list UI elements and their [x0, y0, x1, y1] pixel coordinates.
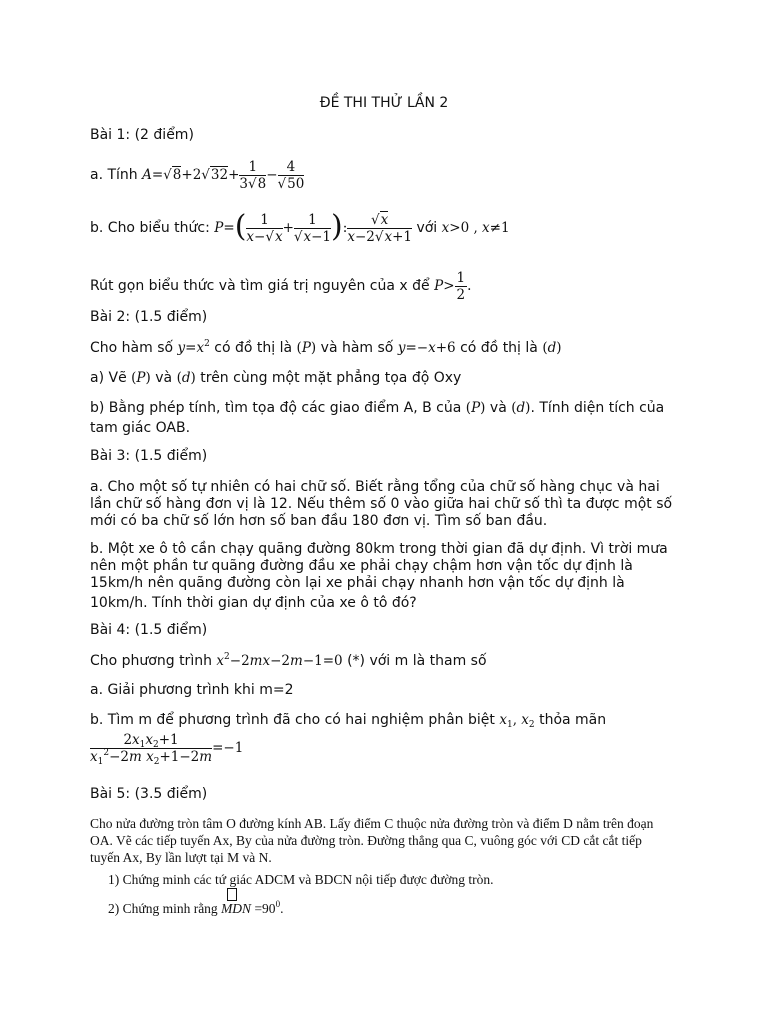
problem-3a-line: mới có ba chữ số lớn hơn số ban đầu 180 đơn vị. Tìm số ban đầu. — [90, 513, 548, 529]
formula-condition: x>0 , x≠1 — [441, 220, 510, 236]
formula-p-half: P> $\frac{1}{2}$ . — [434, 270, 472, 303]
formula-angle: MDN $=90^0$. — [221, 901, 283, 916]
problem-3-heading: Bài 3: (1.5 điểm) — [90, 448, 208, 464]
formula-a: A=√8+2√32+ $\frac{1}{3√8}$ − $\frac{4}{√50}$ — [142, 159, 305, 192]
problem-3b-line: 10km/h. Tính thời gian dự định của xe ô tô đó? — [90, 595, 417, 611]
problem-5-question-1: 1) Chứng minh các tứ giác ADCM và BDCN nội tiếp được đường tròn. — [108, 872, 494, 887]
problem-5-question-2 — [108, 900, 283, 917]
text-segment: và — [155, 370, 173, 386]
problem-4-intro — [90, 653, 487, 670]
symbol-d: (d) — [542, 340, 562, 356]
problem-1-heading: Bài 1: (2 điểm) — [90, 127, 194, 143]
formula-line: y=−x+6 — [397, 340, 456, 356]
symbol-p: (P) — [296, 340, 317, 356]
problem-2-heading: Bài 2: (1.5 điểm) — [90, 309, 208, 325]
formula-parabola: $y=x^2$ — [177, 339, 210, 356]
problem-1b-label: b. Cho biểu thức: — [90, 220, 210, 236]
problem-4b — [90, 712, 606, 729]
problem-5-text-line: Cho nửa đường tròn tâm O đường kính AB. Lấy điểm C thuộc nửa đường tròn và điểm D nằm trên đoạn — [90, 816, 654, 831]
text-segment: trên cùng một mặt phẳng tọa độ Oxy — [200, 370, 462, 386]
symbol-p: (P) — [465, 400, 486, 416]
problem-3a-line: a. Cho một số tự nhiên có hai chữ số. Biết rằng tổng của chữ số hàng chục và hai — [90, 479, 660, 495]
symbol-d: (d) — [176, 370, 196, 386]
text-segment: (*) với m là tham số — [347, 653, 487, 669]
formula-condition-4b: $\frac{2x_1x_2+1}{x_1^2-2m x_2+1-2m}$ =−1 — [90, 732, 244, 767]
text-segment: có đồ thị là — [460, 340, 538, 356]
problem-3a-line: lần chữ số hàng đơn vị là 12. Nếu thêm số 0 vào giữa hai chữ số thì ta được một số — [90, 496, 673, 512]
problem-5-heading: Bài 5: (3.5 điểm) — [90, 786, 208, 802]
problem-2b-line-2: tam giác OAB. — [90, 420, 191, 436]
symbol-d: (d) — [511, 400, 531, 416]
text-segment: b. Tìm m để phương trình đã cho có hai nghiệm phân biệt — [90, 712, 495, 728]
problem-5-text-line: tuyến Ax, By lần lượt tại M và N. — [90, 850, 272, 865]
formula-roots: $x_1$, $x_2$ — [499, 712, 535, 730]
problem-1c — [90, 270, 471, 303]
text-segment: Cho hàm số — [90, 340, 174, 356]
problem-1a — [90, 159, 304, 192]
text-segment: và — [489, 400, 507, 416]
problem-5-text-line: OA. Vẽ các tiếp tuyến Ax, By của nửa đường tròn. Đường thẳng qua C, vuông góc với CD cắt cắt tiếp — [90, 833, 642, 848]
text-segment: có đồ thị là — [214, 340, 293, 356]
problem-3b-line: b. Một xe ô tô cần chạy quãng đường 80km trong thời gian đã dự định. Vì trời mưa — [90, 541, 668, 557]
text-segment: a) Vẽ — [90, 370, 127, 386]
angle-mark-icon — [227, 888, 237, 901]
problem-3b-line: 15km/h nên quãng đường còn lại xe phải chạy nhanh hơn vận tốc dự định là — [90, 575, 625, 591]
problem-2-intro — [90, 340, 562, 357]
problem-2a — [90, 370, 461, 387]
formula-p: P=( $\frac{1}{x-√x}$ + $\frac{1}{√x-1}$ ): $\frac{√x}{x-2√x+1}$ — [214, 208, 412, 245]
text-segment: b) Bằng phép tính, tìm tọa độ các giao điểm A, B của — [90, 400, 462, 416]
text-segment: thỏa mãn — [539, 712, 607, 728]
problem-1b-condition-label: với — [416, 220, 438, 236]
text-segment: và hàm số — [320, 340, 394, 356]
text-segment: 2) Chứng minh rằng — [108, 901, 218, 916]
problem-1c-text: Rút gọn biểu thức và tìm giá trị nguyên của x để — [90, 278, 430, 294]
problem-1a-label: a. Tính — [90, 167, 138, 183]
text-segment: . Tính diện tích của — [530, 400, 665, 416]
text-segment: Cho phương trình — [90, 653, 212, 669]
problem-4-heading: Bài 4: (1.5 điểm) — [90, 622, 208, 638]
document-title: ĐỀ THI THỬ LẦN 2 — [319, 95, 449, 111]
symbol-p: (P) — [131, 370, 151, 386]
formula-quadratic: $x^2-2mx-2m-1=0$ — [216, 652, 343, 669]
problem-3b-line: nên một phần tư quãng đường đầu xe phải chạy chậm hơn vận tốc dự định là — [90, 558, 633, 574]
problem-4a: a. Giải phương trình khi m=2 — [90, 682, 294, 698]
problem-2b-line-1 — [90, 400, 664, 417]
problem-1b — [90, 208, 510, 245]
